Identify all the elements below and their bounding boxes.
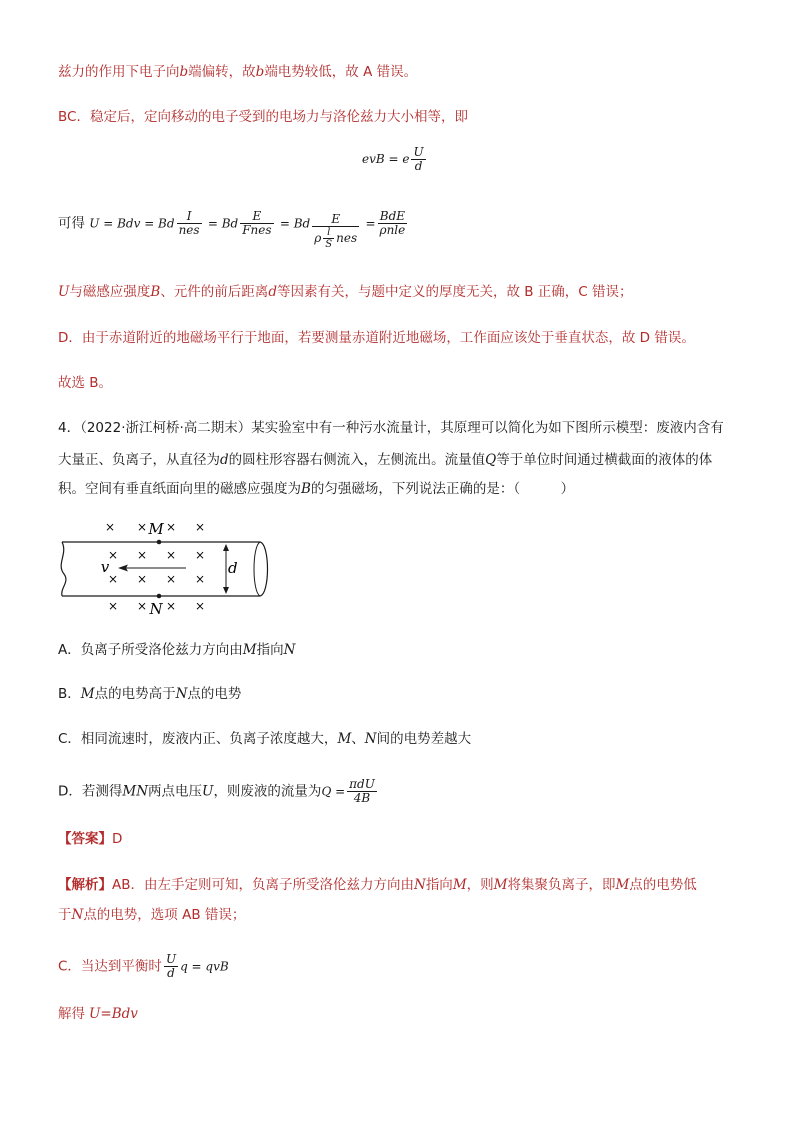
fraction-u-over-d [164,953,178,980]
var-q: Q [485,452,497,468]
field-cross: × [194,548,206,562]
text-line-1 [58,62,417,82]
text-span: 间的电势差越大 [376,731,472,747]
derivation-line [58,210,409,250]
text-span: 可得 [58,215,85,232]
text-line-4 [58,282,633,302]
text-span: 于 [58,907,72,923]
frac-num: πdU [349,777,375,791]
answer-tag: 【答案】 [58,831,112,847]
label-d: d [228,559,238,577]
field-cross: × [107,548,119,562]
frac-den: ρnle [379,223,406,237]
diameter-arrow-bottom [223,587,229,594]
text-span: 点的电势，选项 AB 错误； [83,907,246,923]
eq-lhs: evB = e [362,152,410,166]
field-cross: × [194,572,206,586]
field-cross: × [194,599,206,613]
analysis-line-solve [58,1004,138,1024]
field-cross: × [165,548,177,562]
text-span: 兹力的作用下电子向 [58,64,180,80]
label-m: M [148,520,164,538]
frac-num: E [240,210,273,224]
analysis-line-1 [58,875,697,895]
frac-den-compound [312,227,359,250]
text-span: 指向 [256,642,284,658]
text-span: 的匀强磁场，下列说法正确的是：（ ） [310,481,575,497]
text-span: 点的电势低 [629,877,697,893]
point-m [157,540,162,545]
text-span: D．若测得 [58,783,123,800]
text-span: 、 [351,731,365,747]
var-m: M [615,877,630,893]
eq-rhs: q = qvB [180,959,229,974]
point-n [157,594,162,599]
eq-part: = [365,216,376,231]
analysis-tag: 【解析】 [58,877,112,893]
var-b: b [255,64,265,80]
var-m: M [452,877,467,893]
text-span: 的圆柱形容器右侧流入，左侧流出。流量值 [228,452,486,468]
analysis-line-2 [58,905,245,925]
frac-num: I [177,210,202,224]
var-n: N [364,731,377,747]
eq-lhs: Q = [321,784,346,799]
var-n: N [175,686,188,702]
var-d: d [220,452,229,468]
var-m: M [80,686,95,702]
answer-value: D [112,831,123,847]
answer-line [58,829,122,849]
field-cross: × [107,599,119,613]
field-cross: × [165,520,177,534]
option-b [58,684,241,704]
text-span: C．当达到平衡时 [58,958,162,975]
text-span: 指向 [425,877,453,893]
var-u: U [202,783,214,800]
var-d: d [268,284,277,300]
var-b: B [301,481,311,497]
text-span: AB．由左手定则可知，负离子所受洛伦兹力方向由 [112,877,414,893]
fraction-u-over-d [411,146,425,173]
var-m: M [493,877,508,893]
text-line-5: D．由于赤道附近的地磁场平行于地面，若要测量赤道附近地磁场，工作面应该处于垂直状态，故 D 错误。 [58,330,695,346]
var-b: B [150,284,161,300]
text-span: 点的电势高于 [94,686,176,702]
frac-num: BdE [378,210,408,224]
frac-num: U [165,952,177,966]
fraction-2 [240,210,273,237]
frac-den: d [414,159,423,173]
var-m: M [242,642,257,658]
option-d [58,778,379,805]
question-4-line-2 [58,450,712,470]
question-4-line-1: 4．（2022·浙江柯桥·高二期末）某实验室中有一种污水流量计，其原理可以简化为如下图所示模型：废液内含有 [58,420,724,436]
field-cross: × [104,520,116,534]
analysis-line-c [58,953,229,980]
rho: ρ [314,230,322,245]
text-span: 两点电压 [148,783,203,800]
field-cross: × [136,599,148,613]
eq-part: = Bd [207,216,239,231]
fraction-flow [347,778,377,805]
pipe-right-end [260,542,268,596]
label-v: v [100,558,110,576]
solve-expr: U=Bdv [89,1006,138,1022]
flowmeter-figure [56,516,272,616]
text-span: 解得 [58,1006,85,1022]
fraction-l-over-s [323,227,334,250]
frac-den: d [167,966,175,980]
text-span: 端电势较低，故 A 错误。 [264,64,418,80]
label-n: N [149,600,163,616]
equation-force-balance [362,146,428,173]
frac-den: S [325,238,333,250]
field-cross: × [194,520,206,534]
var-n: N [71,907,84,923]
text-span: B． [58,686,81,702]
frac-num: U [413,145,424,159]
var-n: N [414,877,426,893]
var-b: b [179,64,189,80]
option-a [58,640,295,660]
text-span: 将集聚负离子，即 [507,877,616,893]
field-cross: × [136,572,148,586]
eq-part: U = Bdv = Bd [89,216,175,231]
text-span: 大量正、负离子，从直径为 [58,452,220,468]
field-cross: × [107,572,119,586]
text-span: 等于单位时间通过横截面的液体的体 [496,452,713,468]
field-cross: × [136,520,148,534]
text-line-6: 故选 B。 [58,375,113,391]
field-cross: × [136,548,148,562]
text-span: 、元件的前后距离 [160,284,269,300]
text-span: ，则 [466,877,494,893]
text-span: 与磁感应强度 [69,284,151,300]
option-c [58,729,471,749]
var-u: U [58,284,70,300]
text-span: C．相同流速时，废液内正、负离子浓度越大， [58,731,338,747]
text-span: 点的电势 [187,686,242,702]
fraction-4 [378,210,408,237]
var-m: M [337,731,352,747]
var-mn: MN [122,783,149,800]
text-span: ，则废液的流量为 [213,783,322,800]
eq-part: = Bd [279,216,311,231]
fraction-1 [177,210,202,237]
frac-den: nes [178,223,200,237]
frac-num: l [323,227,334,239]
frac-num: E [312,213,359,227]
field-cross: × [165,572,177,586]
question-4-line-3 [58,479,574,499]
text-span: A．负离子所受洛伦兹力方向由 [58,642,243,658]
text-span: 等因素有关，与题中定义的厚度无关，故 B 正确，C 错误； [276,284,633,300]
var-n: N [283,642,296,658]
text-span: 积。空间有垂直纸面向里的磁感应强度为 [58,481,301,497]
frac-den: Fnes [242,223,272,237]
pipe-right-end-inner [254,542,260,596]
frac-den: 4B [353,791,371,805]
fraction-3 [312,213,359,250]
diameter-arrow-top [223,544,229,551]
field-cross: × [165,599,177,613]
den-tail: nes [336,230,358,245]
text-span: 端偏转，故 [188,64,256,80]
text-line-2: BC．稳定后，定向移动的电子受到的电场力与洛伦兹力大小相等，即 [58,109,468,125]
pipe-left-end [61,542,66,596]
